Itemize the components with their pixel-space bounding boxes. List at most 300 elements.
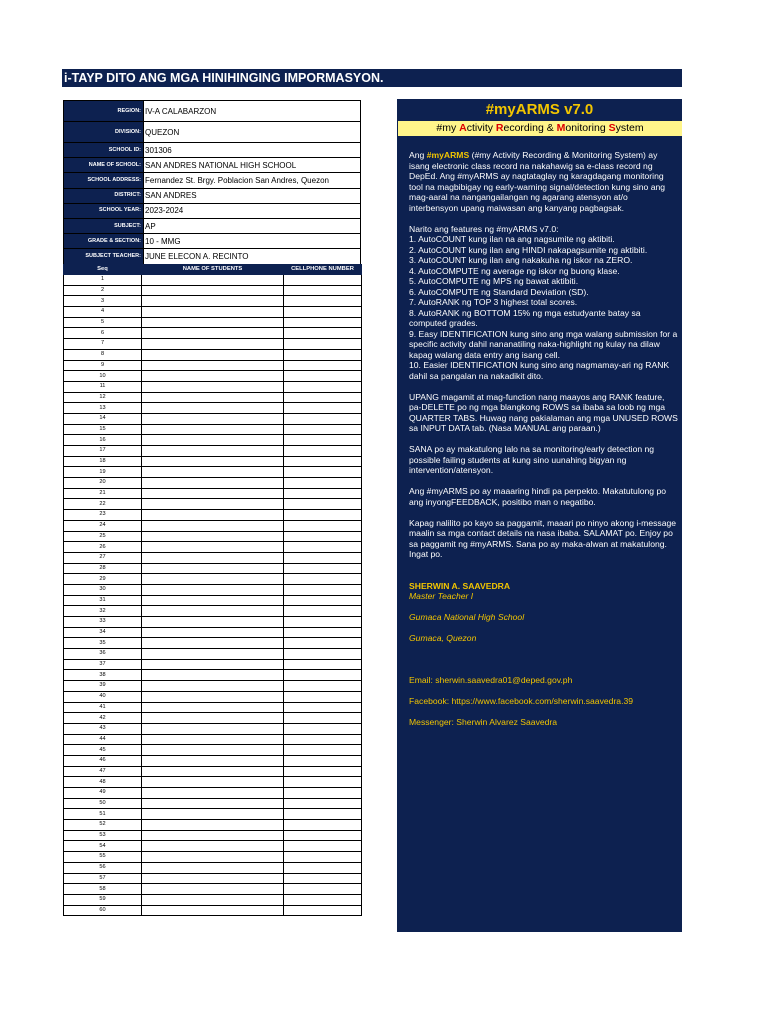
intro-paragraph [409, 150, 678, 213]
cellphone-cell[interactable] [284, 820, 362, 831]
cellphone-cell[interactable] [284, 713, 362, 724]
table-row [64, 649, 362, 660]
subtitle-initial: S [608, 122, 616, 134]
student-name-cell[interactable] [142, 392, 284, 403]
cellphone-cell[interactable] [284, 456, 362, 467]
table-row [64, 488, 362, 499]
seq-header: Seq [64, 265, 142, 275]
info-label: SCHOOL ID: [64, 143, 144, 158]
table-row [64, 702, 362, 713]
cellphone-cell[interactable] [284, 328, 362, 339]
student-name-cell[interactable] [142, 520, 284, 531]
info-label: REGION: [64, 101, 144, 122]
table-row [64, 862, 362, 873]
info-value[interactable]: SAN ANDRES NATIONAL HIGH SCHOOL [144, 158, 361, 173]
student-name-cell[interactable] [142, 649, 284, 660]
student-name-cell[interactable] [142, 638, 284, 649]
seq-cell: 5 [64, 317, 142, 328]
seq-cell: 13 [64, 403, 142, 414]
info-label: GRADE & SECTION: [64, 234, 144, 249]
cellphone-cell[interactable] [284, 296, 362, 307]
cellphone-cell[interactable] [284, 905, 362, 916]
student-name-cell[interactable] [142, 349, 284, 360]
table-row [64, 777, 362, 788]
subtitle-text: onitoring [565, 122, 609, 134]
table-row [64, 275, 362, 286]
info-label: SCHOOL ADDRESS: [64, 173, 144, 188]
cellphone-cell[interactable] [284, 285, 362, 296]
table-row [64, 424, 362, 435]
student-name-cell[interactable] [142, 595, 284, 606]
info-row [64, 143, 361, 158]
seq-cell: 10 [64, 371, 142, 382]
cellphone-cell[interactable] [284, 809, 362, 820]
student-name-cell[interactable] [142, 446, 284, 457]
cellphone-cell[interactable] [284, 584, 362, 595]
student-name-cell[interactable] [142, 606, 284, 617]
table-row [64, 852, 362, 863]
table-row [64, 339, 362, 350]
seq-cell: 46 [64, 755, 142, 766]
cellphone-cell[interactable] [284, 563, 362, 574]
student-name-cell[interactable] [142, 456, 284, 467]
student-name-cell[interactable] [142, 841, 284, 852]
table-row [64, 317, 362, 328]
student-name-cell[interactable] [142, 371, 284, 382]
table-row [64, 403, 362, 414]
seq-cell: 50 [64, 798, 142, 809]
seq-cell: 12 [64, 392, 142, 403]
table-row [64, 873, 362, 884]
facebook-contact: Facebook: https://www.facebook.com/sherwin.saavedra.39 [409, 696, 634, 706]
info-row [64, 158, 361, 173]
seq-cell: 48 [64, 777, 142, 788]
table-row [64, 755, 362, 766]
student-name-cell[interactable] [142, 627, 284, 638]
student-name-cell[interactable] [142, 766, 284, 777]
student-name-cell[interactable] [142, 798, 284, 809]
cellphone-cell[interactable] [284, 510, 362, 521]
table-row [64, 467, 362, 478]
seq-cell: 18 [64, 456, 142, 467]
cellphone-cell[interactable] [284, 649, 362, 660]
student-name-cell[interactable] [142, 702, 284, 713]
cellphone-cell[interactable] [284, 702, 362, 713]
table-row [64, 328, 362, 339]
cellphone-cell[interactable] [284, 574, 362, 585]
table-row [64, 563, 362, 574]
kapag-paragraph: Kapag nalilito po kayo sa paggamit, maaari po ninyo akong i-message maalin sa mga contact details na nasa ibaba. SALAMAT po. Enjoy po sa paggamit ng #myARMS. Sana po ay maka-alwan at makatulong. Ingat po. [409, 517, 677, 559]
student-name-cell[interactable] [142, 563, 284, 574]
seq-cell: 19 [64, 467, 142, 478]
seq-cell: 40 [64, 691, 142, 702]
student-name-cell[interactable] [142, 435, 284, 446]
student-name-cell[interactable] [142, 488, 284, 499]
cellphone-cell[interactable] [284, 766, 362, 777]
messenger-contact: Messenger: Sherwin Alvarez Saavedra [409, 717, 558, 727]
student-name-cell[interactable] [142, 852, 284, 863]
seq-cell: 6 [64, 328, 142, 339]
student-name-cell[interactable] [142, 360, 284, 371]
table-row [64, 606, 362, 617]
table-row [64, 627, 362, 638]
seq-cell: 38 [64, 670, 142, 681]
seq-cell: 57 [64, 873, 142, 884]
info-row [64, 101, 361, 122]
seq-cell: 58 [64, 884, 142, 895]
seq-cell: 11 [64, 381, 142, 392]
seq-cell: 44 [64, 734, 142, 745]
table-row [64, 574, 362, 585]
student-name-cell[interactable] [142, 820, 284, 831]
student-name-cell[interactable] [142, 542, 284, 553]
seq-cell: 39 [64, 681, 142, 692]
student-name-cell[interactable] [142, 403, 284, 414]
cellphone-cell[interactable] [284, 873, 362, 884]
table-row [64, 584, 362, 595]
student-name-cell[interactable] [142, 296, 284, 307]
seq-cell: 2 [64, 285, 142, 296]
table-row [64, 670, 362, 681]
cellphone-cell[interactable] [284, 424, 362, 435]
cellphone-cell[interactable] [284, 381, 362, 392]
cellphone-cell[interactable] [284, 627, 362, 638]
cellphone-cell[interactable] [284, 734, 362, 745]
student-name-cell[interactable] [142, 275, 284, 286]
table-row [64, 435, 362, 446]
cellphone-header: CELLPHONE NUMBER [284, 265, 362, 275]
seq-cell: 32 [64, 606, 142, 617]
table-row [64, 381, 362, 392]
seq-cell: 59 [64, 894, 142, 905]
seq-cell: 33 [64, 617, 142, 628]
student-name-cell[interactable] [142, 617, 284, 628]
cellphone-cell[interactable] [284, 531, 362, 542]
info-label: DIVISION: [64, 122, 144, 143]
student-name-cell[interactable] [142, 339, 284, 350]
table-row [64, 595, 362, 606]
seq-cell: 52 [64, 820, 142, 831]
table-row [64, 456, 362, 467]
author-school: Gumaca National High School [409, 612, 525, 622]
seq-cell: 14 [64, 413, 142, 424]
seq-cell: 56 [64, 862, 142, 873]
myarms-info-panel [397, 99, 682, 932]
student-name-cell[interactable] [142, 574, 284, 585]
table-row [64, 788, 362, 799]
table-row [64, 659, 362, 670]
cellphone-cell[interactable] [284, 670, 362, 681]
seq-cell: 23 [64, 510, 142, 521]
student-name-cell[interactable] [142, 413, 284, 424]
student-name-cell[interactable] [142, 510, 284, 521]
cellphone-cell[interactable] [284, 617, 362, 628]
intro-rest: (#my Activity Recording & Monitoring System) ay isang electronic class record na nakahawig sa e-class record ng DepEd. Ang #myARMS ay nagtataglay ng karagdagang monitoring tool na magbibigay ng early-warning signal/detection kung sino ang mag-aaral na nangangailangan ng agarang atensyon at/o interbensyon upang maiwasan ang kanyang pagbagsak. [409, 150, 666, 213]
seq-cell: 51 [64, 809, 142, 820]
info-value[interactable]: 10 - MMG [144, 234, 361, 249]
student-name-cell[interactable] [142, 713, 284, 724]
subtitle-initial: M [556, 122, 566, 134]
cellphone-cell[interactable] [284, 499, 362, 510]
seq-cell: 60 [64, 905, 142, 916]
info-value[interactable]: 301306 [144, 143, 361, 158]
student-name-cell[interactable] [142, 862, 284, 873]
seq-cell: 35 [64, 638, 142, 649]
table-row [64, 766, 362, 777]
cellphone-cell[interactable] [284, 360, 362, 371]
upang-paragraph: UPANG magamit at mag-function nang maayos ang RANK feature, pa-DELETE po ng mga blangkong ROWS sa ibaba sa loob ng mga QUARTER TABS. Huwag nang pakialaman ang mga UNUSED ROWS sa INPUT DATA tab. (Nasa MANUAL ang paraan.) [409, 391, 678, 433]
student-name-cell[interactable] [142, 734, 284, 745]
email-contact: Email: sherwin.saavedra01@deped.gov.ph [409, 675, 573, 685]
student-name-cell[interactable] [142, 424, 284, 435]
student-name-cell[interactable] [142, 894, 284, 905]
cellphone-cell[interactable] [284, 371, 362, 382]
table-row [64, 349, 362, 360]
table-row [64, 446, 362, 457]
info-value[interactable]: SAN ANDRES [144, 188, 361, 203]
student-name-cell[interactable] [142, 478, 284, 489]
cellphone-cell[interactable] [284, 413, 362, 424]
cellphone-cell[interactable] [284, 606, 362, 617]
table-row [64, 413, 362, 424]
cellphone-cell[interactable] [284, 275, 362, 286]
cellphone-cell[interactable] [284, 403, 362, 414]
info-value[interactable]: AP [144, 218, 361, 233]
cellphone-cell[interactable] [284, 478, 362, 489]
cellphone-cell[interactable] [284, 659, 362, 670]
student-name-cell[interactable] [142, 285, 284, 296]
table-row [64, 713, 362, 724]
cellphone-cell[interactable] [284, 638, 362, 649]
seq-cell: 7 [64, 339, 142, 350]
cellphone-cell[interactable] [284, 691, 362, 702]
panel-subtitle [398, 121, 682, 136]
author-signature [409, 570, 678, 654]
table-row [64, 392, 362, 403]
info-value[interactable]: QUEZON [144, 122, 361, 143]
cellphone-cell[interactable] [284, 307, 362, 318]
seq-cell: 28 [64, 563, 142, 574]
school-info-table [63, 100, 361, 265]
sana-paragraph: SANA po ay makatulong lalo na sa monitoring/early detection ng possible failing students at kung sino uunahing bigyan ng intervention/atensyon. [409, 444, 655, 475]
table-row [64, 617, 362, 628]
cellphone-cell[interactable] [284, 392, 362, 403]
student-name-cell[interactable] [142, 307, 284, 318]
cellphone-cell[interactable] [284, 798, 362, 809]
student-name-cell[interactable] [142, 681, 284, 692]
student-name-cell[interactable] [142, 552, 284, 563]
student-name-cell[interactable] [142, 691, 284, 702]
info-value[interactable]: 2023-2024 [144, 203, 361, 218]
info-label: SCHOOL YEAR: [64, 203, 144, 218]
info-row [64, 173, 361, 188]
table-row [64, 307, 362, 318]
contact-details [409, 665, 678, 739]
subtitle-text: ctivity [466, 122, 496, 134]
cellphone-cell[interactable] [284, 852, 362, 863]
student-roster-table [63, 264, 362, 916]
cellphone-cell[interactable] [284, 777, 362, 788]
cellphone-cell[interactable] [284, 552, 362, 563]
instruction-banner: i-TAYP DITO ANG MGA HINIHINGING IMPORMASYON. [62, 69, 682, 87]
subtitle-initial: A [459, 122, 467, 134]
student-name-cell[interactable] [142, 745, 284, 756]
subtitle-text: ecording & [503, 122, 557, 134]
intro-highlight: #myARMS [426, 150, 470, 160]
table-row [64, 809, 362, 820]
table-row [64, 830, 362, 841]
cellphone-cell[interactable] [284, 884, 362, 895]
cellphone-cell[interactable] [284, 862, 362, 873]
cellphone-cell[interactable] [284, 723, 362, 734]
seq-cell: 54 [64, 841, 142, 852]
info-value[interactable]: Fernandez St. Brgy. Poblacion San Andres, Quezon [144, 173, 361, 188]
table-row [64, 798, 362, 809]
author-name: SHERWIN A. SAAVEDRA [409, 580, 511, 591]
table-row [64, 296, 362, 307]
cellphone-cell[interactable] [284, 317, 362, 328]
info-label: SUBJECT: [64, 218, 144, 233]
cellphone-cell[interactable] [284, 755, 362, 766]
intro-prefix: Ang [409, 150, 427, 160]
student-name-cell[interactable] [142, 499, 284, 510]
cellphone-cell[interactable] [284, 788, 362, 799]
cellphone-cell[interactable] [284, 520, 362, 531]
student-name-cell[interactable] [142, 723, 284, 734]
panel-body [397, 136, 682, 738]
student-name-cell[interactable] [142, 381, 284, 392]
cellphone-cell[interactable] [284, 488, 362, 499]
panel-title: #myARMS v7.0 [485, 101, 594, 118]
cellphone-cell[interactable] [284, 681, 362, 692]
student-name-cell[interactable] [142, 467, 284, 478]
seq-cell: 21 [64, 488, 142, 499]
seq-cell: 25 [64, 531, 142, 542]
table-row [64, 723, 362, 734]
info-row [64, 122, 361, 143]
seq-cell: 42 [64, 713, 142, 724]
student-name-cell[interactable] [142, 531, 284, 542]
student-name-cell[interactable] [142, 777, 284, 788]
student-name-cell[interactable] [142, 755, 284, 766]
subtitle-text: #my [436, 122, 460, 134]
table-row [64, 499, 362, 510]
table-row [64, 884, 362, 895]
seq-cell: 1 [64, 275, 142, 286]
seq-cell: 30 [64, 584, 142, 595]
seq-cell: 31 [64, 595, 142, 606]
table-row [64, 285, 362, 296]
subtitle-text: ystem [615, 122, 644, 134]
cellphone-cell[interactable] [284, 435, 362, 446]
cellphone-cell[interactable] [284, 841, 362, 852]
table-row [64, 510, 362, 521]
cellphone-cell[interactable] [284, 595, 362, 606]
seq-cell: 20 [64, 478, 142, 489]
seq-cell: 4 [64, 307, 142, 318]
perpekto-paragraph: Ang #myARMS po ay maaaring hindi pa perpekto. Makatutulong po ang inyongFEEDBACK, positibo man o negatibo. [409, 486, 667, 507]
info-label: NAME OF SCHOOL: [64, 158, 144, 173]
info-label: SUBJECT TEACHER: [64, 249, 144, 264]
features-list: Narito ang features ng #myARMS v7.0: 1. AutoCOUNT kung ilan na ang nagsumite ng aktibiti. 2. AutoCOUNT kung ilan ang HINDI nakapagsumite ng aktibiti. 3. AutoCOUNT kung ilan ang nakakuha ng iskor na ZERO. 4. AutoCOMPUTE ng average ng iskor ng buong klase. 5. AutoCOMPUTE ng MPS ng bawat aktibiti. 6. AutoCOMPUTE ng Standard Deviation (SD). 7. AutoRANK ng TOP 3 highest total scores. 8. AutoRANK ng BOTTOM 15% ng mga estudyante batay sa computed grades. 9. Easy IDENTIFICATION kung sino ang mga walang submission for a specific activity dahil nananatiling naka-highlight ng kulay na dilaw kapag walang data entry ang isang cell. 10. Easier IDENTIFICATION kung sino ang nagmamay-ari ng RANK dahil sa pangalan na nakadikit dito. [409, 223, 678, 381]
table-row [64, 478, 362, 489]
student-name-cell[interactable] [142, 788, 284, 799]
author-position: Master Teacher I [409, 591, 474, 601]
seq-cell: 37 [64, 659, 142, 670]
info-row [64, 188, 361, 203]
student-name-cell[interactable] [142, 659, 284, 670]
seq-cell: 27 [64, 552, 142, 563]
table-row [64, 734, 362, 745]
cellphone-cell[interactable] [284, 339, 362, 350]
table-row [64, 360, 362, 371]
seq-cell: 9 [64, 360, 142, 371]
table-row [64, 745, 362, 756]
seq-cell: 29 [64, 574, 142, 585]
cellphone-cell[interactable] [284, 349, 362, 360]
info-row [64, 234, 361, 249]
seq-cell: 36 [64, 649, 142, 660]
seq-cell: 55 [64, 852, 142, 863]
student-name-cell[interactable] [142, 328, 284, 339]
info-row [64, 218, 361, 233]
student-name-cell[interactable] [142, 809, 284, 820]
cellphone-cell[interactable] [284, 830, 362, 841]
subtitle-initial: R [495, 122, 504, 134]
info-value[interactable]: JUNE ELECON A. RECINTO [144, 249, 361, 264]
seq-cell: 15 [64, 424, 142, 435]
seq-cell: 41 [64, 702, 142, 713]
student-name-cell[interactable] [142, 670, 284, 681]
seq-cell: 24 [64, 520, 142, 531]
seq-cell: 8 [64, 349, 142, 360]
table-row [64, 681, 362, 692]
seq-cell: 3 [64, 296, 142, 307]
table-row [64, 894, 362, 905]
student-name-cell[interactable] [142, 584, 284, 595]
cellphone-cell[interactable] [284, 894, 362, 905]
seq-cell: 45 [64, 745, 142, 756]
info-row [64, 249, 361, 264]
student-name-cell[interactable] [142, 873, 284, 884]
student-name-cell[interactable] [142, 830, 284, 841]
student-name-cell[interactable] [142, 884, 284, 895]
seq-cell: 53 [64, 830, 142, 841]
cellphone-cell[interactable] [284, 446, 362, 457]
author-place: Gumaca, Quezon [409, 633, 477, 643]
seq-cell: 49 [64, 788, 142, 799]
student-name-cell[interactable] [142, 317, 284, 328]
cellphone-cell[interactable] [284, 467, 362, 478]
seq-cell: 26 [64, 542, 142, 553]
table-row [64, 531, 362, 542]
table-row [64, 552, 362, 563]
cellphone-cell[interactable] [284, 745, 362, 756]
seq-cell: 34 [64, 627, 142, 638]
table-row [64, 542, 362, 553]
student-name-cell[interactable] [142, 905, 284, 916]
seq-cell: 17 [64, 446, 142, 457]
table-row [64, 691, 362, 702]
seq-cell: 47 [64, 766, 142, 777]
table-row [64, 520, 362, 531]
cellphone-cell[interactable] [284, 542, 362, 553]
info-row [64, 203, 361, 218]
table-row [64, 905, 362, 916]
table-row [64, 841, 362, 852]
info-value[interactable]: IV-A CALABARZON [144, 101, 361, 122]
seq-cell: 43 [64, 723, 142, 734]
